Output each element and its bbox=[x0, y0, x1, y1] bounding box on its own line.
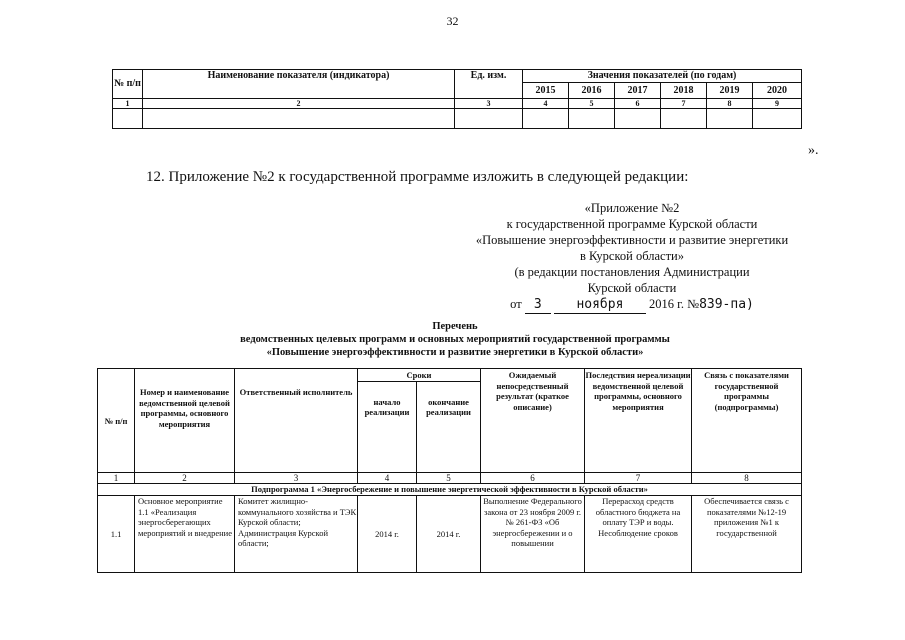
col-number: 1 bbox=[113, 99, 143, 109]
appendix-line: (в редакции постановления Администрации bbox=[514, 265, 750, 279]
col-number: 7 bbox=[585, 472, 692, 484]
col-num-header: № п/п bbox=[98, 369, 135, 473]
col-number: 5 bbox=[417, 472, 481, 484]
page-number: 32 bbox=[446, 14, 459, 28]
program-table bbox=[97, 368, 802, 573]
col-consequences-header: Последствия нереализации ведомственной целевой программы, основного мероприятия bbox=[585, 369, 692, 473]
col-number: 6 bbox=[481, 472, 585, 484]
decree-from: от bbox=[510, 297, 522, 311]
year-header: 2018 bbox=[661, 83, 707, 99]
col-responsible-header: Ответственный исполнитель bbox=[235, 369, 358, 473]
appendix-line: к государственной программе Курской области bbox=[506, 217, 758, 231]
row-responsible: Комитет жилищно-коммунального хозяйства и ТЭК Курской области; Администрация Курской области; bbox=[238, 496, 357, 548]
decree-number: 839-па) bbox=[699, 297, 754, 312]
col-result-header: Ожидаемый непосредственный результат (краткое описание) bbox=[481, 369, 585, 473]
col-values-header: Значения показателей (по годам) bbox=[523, 70, 802, 83]
col-start-header: начало реализации bbox=[358, 381, 417, 472]
col-number: 3 bbox=[455, 99, 523, 109]
col-name-header: Номер и наименование ведомственной целевой программы, основного мероприятия bbox=[135, 369, 235, 473]
row-consequences: Перерасход средств областного бюджета на оплату ТЭР и воды. Несоблюдение сроков bbox=[595, 496, 681, 538]
list-heading-line: «Повышение энергоэффективности и развитие энергетики в Курской области» bbox=[266, 347, 644, 358]
row-end: 2014 г. bbox=[417, 496, 481, 573]
col-number: 9 bbox=[753, 99, 802, 109]
row-num: 1.1 bbox=[98, 496, 135, 573]
year-header: 2017 bbox=[615, 83, 661, 99]
decree-year: 2016 г. № bbox=[649, 297, 700, 311]
col-number: 4 bbox=[523, 99, 569, 109]
col-number: 1 bbox=[98, 472, 135, 484]
year-header: 2019 bbox=[707, 83, 753, 99]
col-number: 3 bbox=[235, 472, 358, 484]
amendment-paragraph: 12. Приложение №2 к государственной программе изложить в следующей редакции: bbox=[146, 169, 689, 185]
list-heading-line: ведомственных целевых программ и основных мероприятий государственной программы bbox=[240, 334, 670, 345]
indicator-table bbox=[112, 69, 802, 129]
col-number: 8 bbox=[707, 99, 753, 109]
col-number: 6 bbox=[615, 99, 661, 109]
col-unit-header: Ед. изм. bbox=[455, 70, 523, 99]
col-number: 8 bbox=[692, 472, 802, 484]
appendix-line: «Повышение энергоэффективности и развитие энергетики bbox=[475, 233, 789, 247]
col-deadlines-header: Сроки bbox=[358, 369, 481, 382]
decree-month: ноября bbox=[554, 297, 646, 314]
appendix-line: «Приложение №2 bbox=[584, 201, 680, 215]
col-link-header: Связь с показателями государственной программы (подпрограммы) bbox=[692, 369, 802, 473]
row-result: Выполнение Федерального закона от 23 ноября 2009 г. № 261-ФЗ «Об энергосбережении и о повышении bbox=[483, 496, 582, 548]
list-heading-title: Перечень bbox=[432, 321, 478, 332]
appendix-line: Курской области bbox=[587, 281, 677, 295]
row-start: 2014 г. bbox=[358, 496, 417, 573]
col-number: 5 bbox=[569, 99, 615, 109]
year-header: 2015 bbox=[523, 83, 569, 99]
subprogram-row: Подпрограмма 1 «Энергосбережение и повышение энергетической эффективности в Курской области» bbox=[98, 484, 802, 496]
year-header: 2016 bbox=[569, 83, 615, 99]
row-link: Обеспечивается связь с показателями №12-19 приложения №1 к государственной bbox=[704, 496, 789, 538]
col-number: 7 bbox=[661, 99, 707, 109]
closing-quote: ». bbox=[808, 143, 819, 158]
appendix-line: в Курской области» bbox=[579, 249, 684, 263]
col-number: 2 bbox=[143, 99, 455, 109]
table-row bbox=[98, 496, 802, 573]
year-header: 2020 bbox=[753, 83, 802, 99]
table-row bbox=[113, 109, 802, 129]
col-end-header: окончание реализации bbox=[417, 381, 481, 472]
list-heading bbox=[150, 320, 760, 359]
decree-day: 3 bbox=[525, 297, 551, 314]
col-name-header: Наименование показателя (индикатора) bbox=[143, 70, 455, 99]
decree-date-line bbox=[472, 296, 792, 314]
col-num-header: № п/п bbox=[113, 70, 143, 99]
col-number: 2 bbox=[135, 472, 235, 484]
appendix-header bbox=[472, 200, 792, 314]
col-number: 4 bbox=[358, 472, 417, 484]
row-name: Основное мероприятие 1.1 «Реализация энергосберегающих мероприятий и внедрение bbox=[138, 496, 232, 538]
